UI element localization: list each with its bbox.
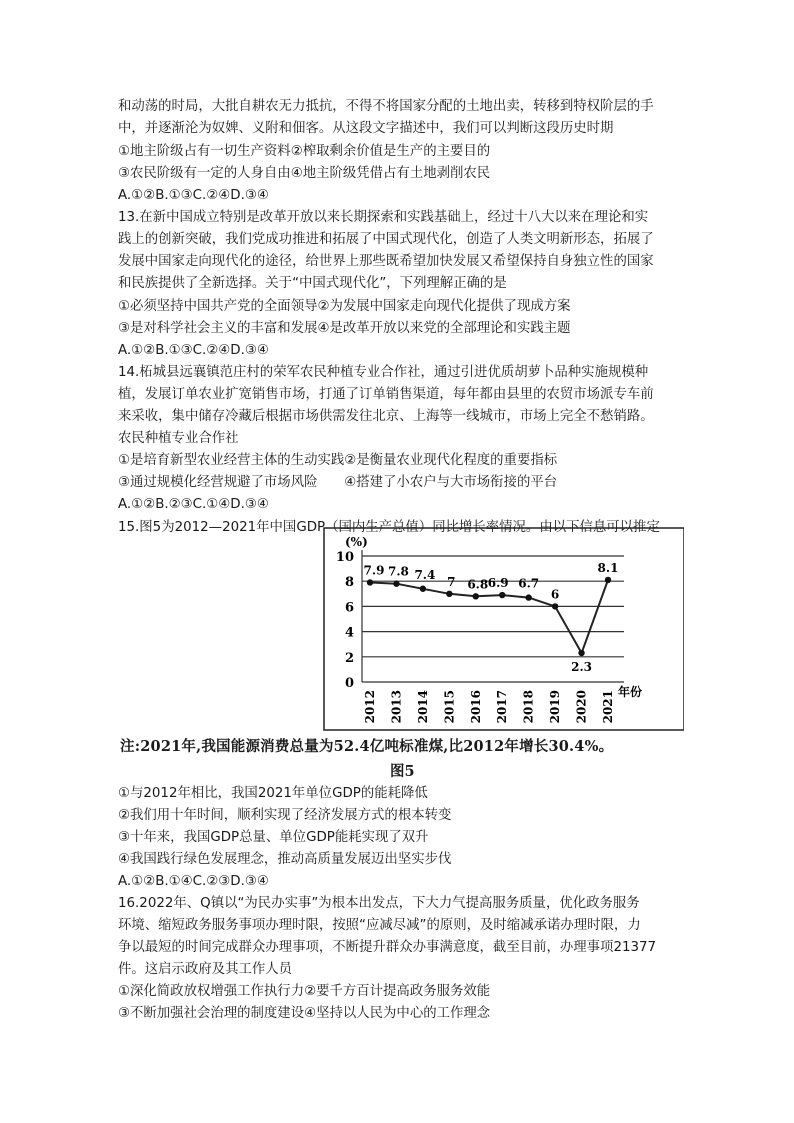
figure-caption: 图5 <box>390 763 415 780</box>
x-tick-label: 2017 <box>495 690 510 724</box>
x-tick-label: 2016 <box>468 690 483 724</box>
x-tick-label: 2018 <box>521 690 536 724</box>
q13-line-3: 发展中国家走向现代化的途径，给世界上那些既希望加快发展又希望保持自身独立性的国家 <box>118 254 654 269</box>
q12-options-2: ③农民阶级有一定的人身自由④地主阶级凭借占有土地剥削农民 <box>118 166 491 181</box>
data-label: 7.9 <box>363 563 385 578</box>
q13-line-2: 践上的创新突破，我们党成功推进和拓展了中国式现代化，创造了人类文明新形态，拓展了 <box>118 232 654 247</box>
data-point <box>605 577 611 583</box>
y-tick-label: 0 <box>344 676 354 691</box>
q12-line-2: 中，并逐渐沦为奴婢、义附和佃客。从这段文字描述中，我们可以判断这段历史时期 <box>118 121 614 136</box>
data-point <box>393 581 399 587</box>
q14-line-4: 农民种植专业合作社 <box>118 431 239 446</box>
q16-line-1: 16.2022年、Q镇以“为民办实事”为根本出发点，下大力气提高服务质量，优化政务服务 <box>118 896 640 911</box>
x-tick-label: 2013 <box>389 690 404 724</box>
data-point <box>367 579 373 585</box>
y-tick-label: 4 <box>344 625 354 641</box>
data-label: 7.4 <box>414 567 436 582</box>
x-tick-label: 2014 <box>415 690 430 724</box>
q13-line-4: 和民族提供了全新选择。关于“中国式现代化”，下列理解正确的是 <box>118 276 507 291</box>
q15-option-3: ③十年来，我国GDP总量、单位GDP能耗实现了双升 <box>118 830 429 845</box>
q15-option-4: ④我国践行绿色发展理念，推动高质量发展迈出坚实步伐 <box>118 852 452 867</box>
q15-stem: 15.图5为2012—2021年中国GDP（国内生产总值）同比增长率情况。由以下信息可以推定 <box>118 520 660 535</box>
data-label: 6.9 <box>487 576 509 591</box>
data-label: 6 <box>550 587 560 602</box>
series-line <box>370 580 608 653</box>
q13-answer-choices: A.①②B.①③C.②④D.③④ <box>118 343 269 358</box>
y-tick-label: 6 <box>344 600 354 616</box>
q15-answer-choices: A.①②B.①④C.②③D.③④ <box>118 874 269 889</box>
q12-line-1: 和动荡的时局，大批自耕农无力抵抗，不得不将国家分配的土地出卖，转移到特权阶层的手 <box>118 99 654 114</box>
q16-line-2: 环境、缩短政务服务事项办理时限，按照“应减尽减”的原则，及时缩减承诺办理时限，力 <box>118 918 641 933</box>
x-tick-label: 2021 <box>601 690 615 724</box>
q14-options-1: ①是培育新型农业经营主体的生动实践②是衡量农业现代化程度的重要指标 <box>118 453 558 468</box>
data-point <box>578 650 584 656</box>
q16-line-3: 争以最短的时间完成群众办理事项，不断提升群众办事满意度，截至目前，办理事项21377 <box>118 940 657 955</box>
q13-line-1: 13.在新中国成立特别是改革开放以来长期探索和实践基础上，经过十八大以来在理论和实 <box>118 210 649 225</box>
q14-line-2: 植，发展订单农业扩宽销售市场，打通了订单销售渠道，每年都由县里的农贸市场派专车前 <box>118 387 654 402</box>
y-tick-label: 8 <box>344 575 354 591</box>
data-point <box>499 592 505 598</box>
data-label: 8.1 <box>597 560 619 575</box>
q15-option-2: ②我们用十年时间，顺利实现了经济发展方式的根本转变 <box>118 808 452 823</box>
x-tick-label: 2015 <box>442 690 457 724</box>
y-tick-label: 10 <box>335 550 354 565</box>
q13-options-1: ①必须坚持中国共产党的全面领导②为发展中国家走向现代化提供了现成方案 <box>118 299 571 314</box>
gdp-growth-line-chart <box>118 520 684 735</box>
x-tick-label: 2019 <box>548 690 563 724</box>
figure-note: 注:2021年,我国能源消费总量为52.4亿吨标准煤,比2012年增长30.4%。 <box>120 738 614 755</box>
q12-answer-choices: A.①②B.①③C.②④D.③④ <box>118 188 269 203</box>
q13-options-2: ③是对科学社会主义的丰富和发展④是改革开放以来党的全部理论和实践主题 <box>118 321 571 336</box>
q14-line-1: 14.柘城县远襄镇范庄村的荣军农民种植专业合作社，通过引进优质胡萝卜品种实施规模种 <box>118 365 649 380</box>
data-point <box>525 594 531 600</box>
data-point <box>552 603 558 609</box>
q14-options-2: ③通过规模化经营规避了市场风险 ④搭建了小农户与大市场衔接的平台 <box>118 475 558 490</box>
y-tick-label: 2 <box>344 650 354 666</box>
data-label: 7.8 <box>387 564 409 579</box>
data-point <box>446 591 452 597</box>
x-axis-label: 年份 <box>618 685 643 699</box>
y-axis-label: (%) <box>345 535 368 549</box>
q12-options-1: ①地主阶级占有一切生产资料②榨取剩余价值是生产的主要目的 <box>118 144 491 159</box>
q16-options-1: ①深化简政放权增强工作执行力②要千方百计提高政务服务效能 <box>118 984 491 999</box>
x-tick-label: 2020 <box>574 690 589 724</box>
data-label: 7 <box>447 574 456 589</box>
q16-line-4: 件。这启示政府及其工作人员 <box>118 962 293 977</box>
data-label: 6.7 <box>518 576 540 591</box>
x-tick-label: 2012 <box>363 690 377 724</box>
q15-option-1: ①与2012年相比，我国2021年单位GDP的能耗降低 <box>118 786 428 801</box>
data-label: 2.3 <box>571 660 593 675</box>
q14-answer-choices: A.①②B.②③C.①④D.③④ <box>118 497 269 512</box>
q14-line-3: 来采收，集中储存冷藏后根据市场供需发往北京、上海等一线城市，市场上完全不愁销路。 <box>118 409 654 424</box>
data-point <box>420 586 426 592</box>
data-point <box>473 593 479 599</box>
q16-options-2: ③不断加强社会治理的制度建设④坚持以人民为中心的工作理念 <box>118 1006 491 1021</box>
data-label: 6.8 <box>467 577 489 592</box>
